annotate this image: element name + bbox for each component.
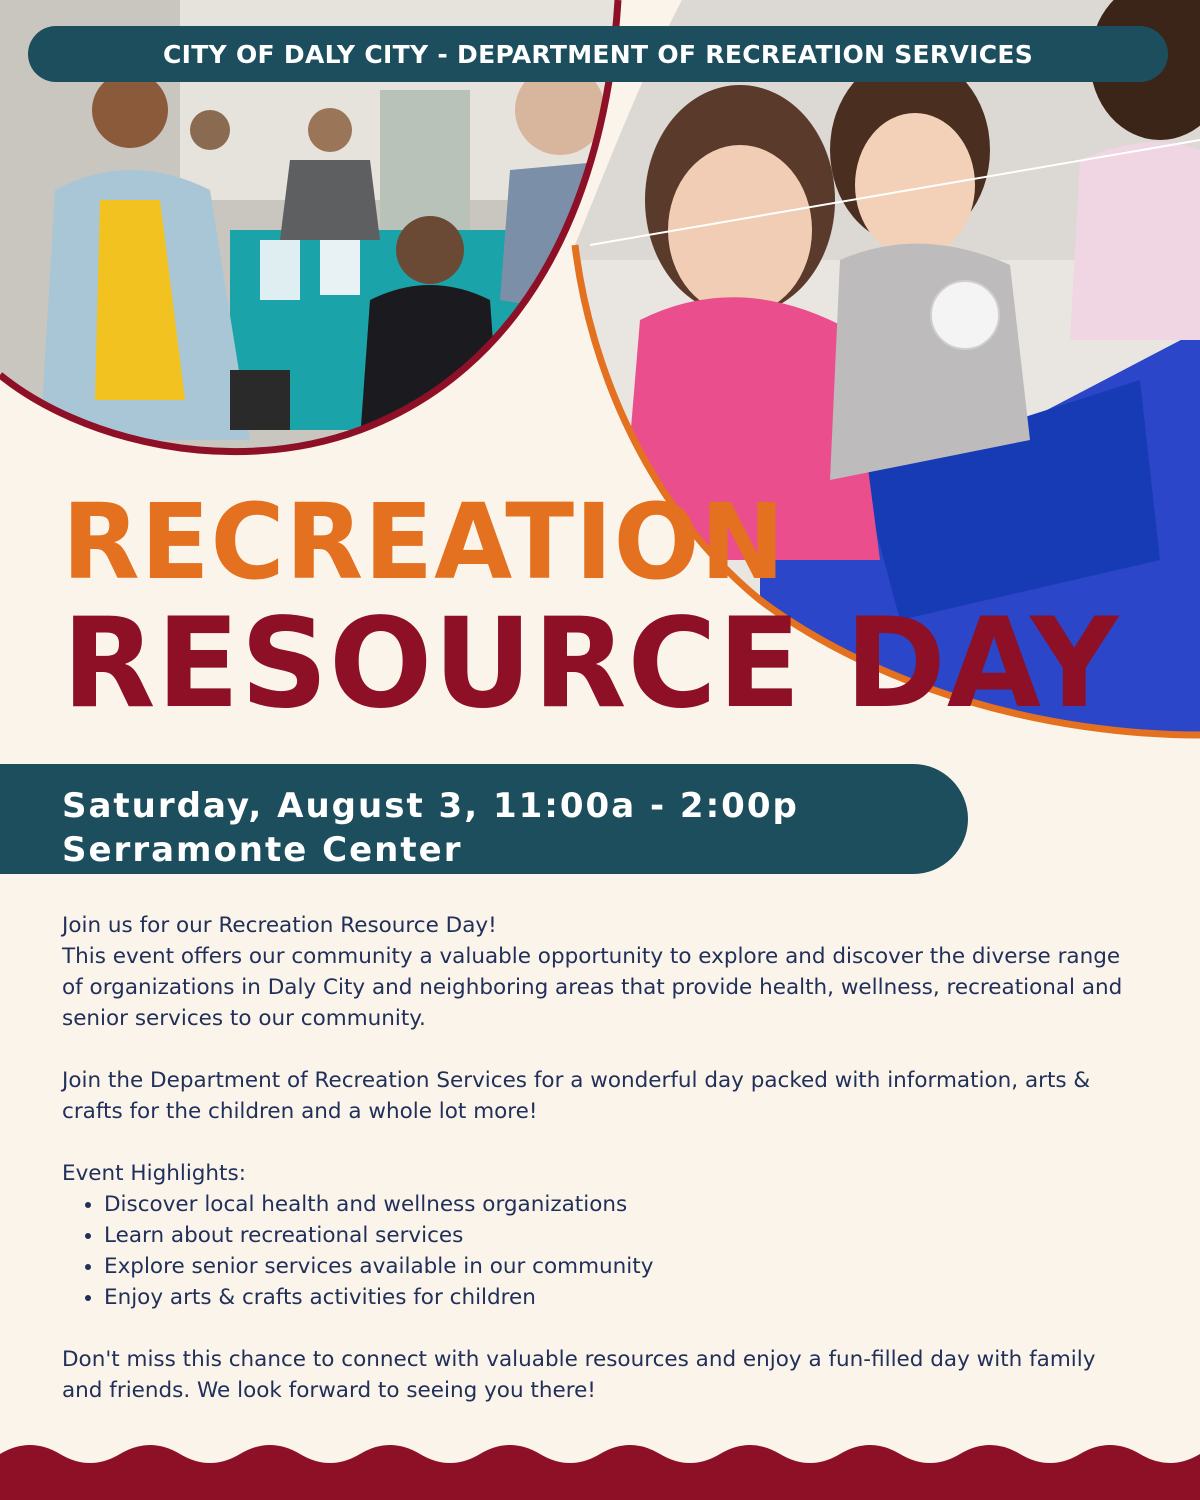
title-recreation: RECREATION: [62, 481, 786, 603]
highlight-item: • Enjoy arts & crafts activities for children: [104, 1282, 1142, 1313]
event-datetime: Saturday, August 3, 11:00a - 2:00p: [62, 786, 799, 826]
event-info-bar: [0, 764, 968, 874]
title-resource-day: RESOURCE DAY: [62, 592, 1120, 736]
highlights-heading: Event Highlights:: [62, 1161, 246, 1186]
footer-wave: [0, 1436, 1200, 1500]
event-description: [62, 910, 1142, 1406]
highlights-list: [62, 1189, 1142, 1313]
event-location: Serramonte Center: [62, 830, 463, 870]
intro-line: Join us for our Recreation Resource Day!: [62, 913, 497, 938]
highlight-item: • Discover local health and wellness organizations: [104, 1189, 1142, 1220]
highlight-item: • Explore senior services available in our community: [104, 1251, 1142, 1282]
department-paragraph: Join the Department of Recreation Services for a wonderful day packed with information, arts & crafts for the children and a whole lot more!: [62, 1068, 1091, 1124]
department-banner: CITY OF DALY CITY - DEPARTMENT OF RECREATION SERVICES: [28, 26, 1168, 82]
closing-paragraph: Don't miss this chance to connect with valuable resources and enjoy a fun-filled day with family and friends. We look forward to seeing you there!: [62, 1347, 1096, 1403]
highlight-item: • Learn about recreational services: [104, 1220, 1142, 1251]
intro-paragraph: This event offers our community a valuable opportunity to explore and discover the diverse range of organizations in Daly City and neighboring areas that provide health, wellness, recreational and senior services to our community.: [62, 944, 1123, 1031]
